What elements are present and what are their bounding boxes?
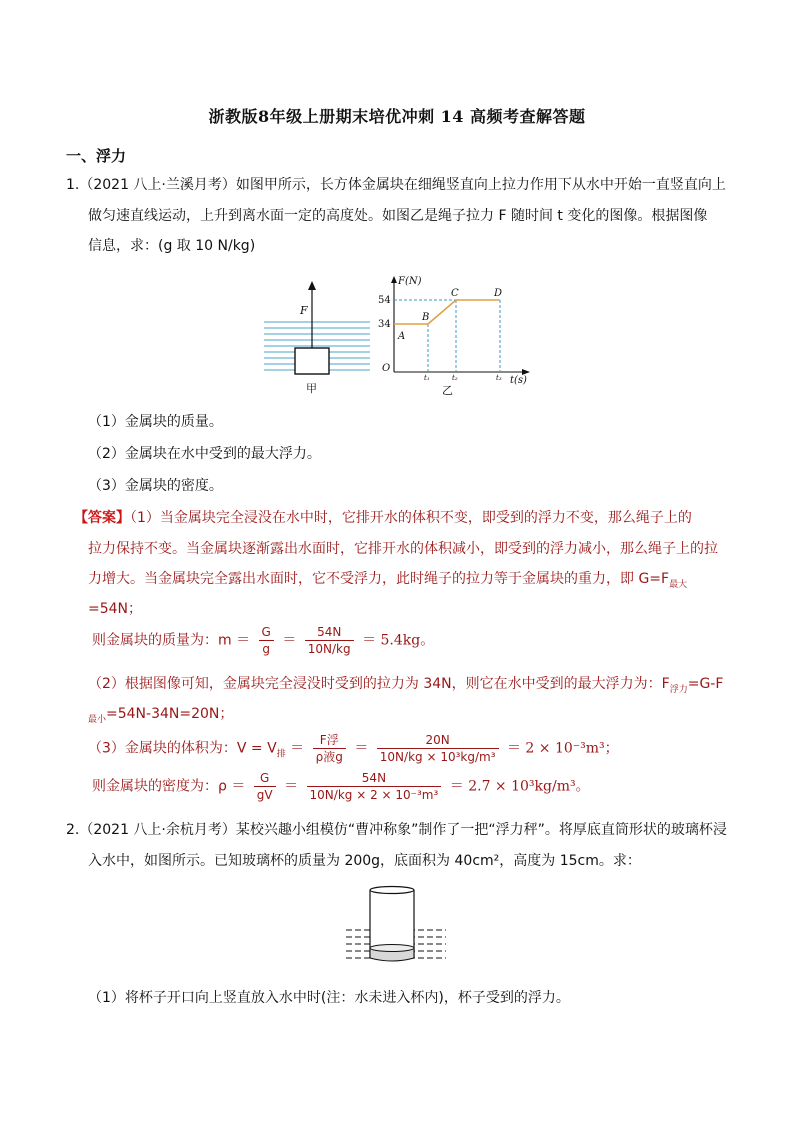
q1-sub-3: （3）金属块的密度。 [88,478,223,494]
density-formula: 则金属块的密度为：ρ ＝ $\frac{G}{gV}$ ＝ $\frac{54N}{\text{10N/kg × 2 × 10⁻³m³}}$ ＝ 2.7 × 10³kg/m³。 [92,771,590,802]
force-label: F [300,304,308,317]
y-axis-arrow-icon [391,276,397,283]
mass-frac2-den: 10N/kg [307,642,351,656]
answer-tag: 【答案】 [74,510,130,526]
answer-line-1 [74,508,692,528]
den-frac1-den: gV [256,788,273,802]
vol-frac2-num: 20N [377,732,499,749]
answer-sub-buoyancy: 浮力 [669,684,688,695]
q2-line-1: 2.（2021 八上·余杭月考）某校兴趣小组模仿“曹冲称象”制作了一把“浮力秤”。将厚底直筒形状的玻璃杯浸 [66,822,727,838]
den-result: ＝ 2.7 × 10³kg/m³。 [449,778,590,795]
answer-text-1: （1）当金属块完全浸没在水中时，它排开水的体积不变，即受到的浮力不变，那么绳子上的 [130,510,692,526]
vol-frac1-num: F浮 [313,732,346,749]
answer-line-4: =54N； [88,601,143,617]
den-prefix: 则金属块的密度为：ρ ＝ [92,778,246,795]
q1-sub-2: （2）金属块在水中受到的最大浮力。 [88,446,321,462]
mass-frac1-den: g [262,642,271,656]
answer-text-3: 力增大。当金属块完全露出水面时，它不受浮力，此时绳子的拉力等于金属块的重力，即 G=F [88,571,670,587]
y-tick-34: 34 [378,319,391,330]
figure-jia [262,278,372,398]
volume-formula: （3）金属块的体积为：$V = V_排$ ＝ $\frac{\text{F浮}}{\text{ρ液g}}$ ＝ $\frac{20N}{\text{10N/kg × 10³kg/m³}}$ ＝ 2 × 10⁻³m³； [88,733,619,764]
vol-result: ＝ 2 × 10⁻³m³； [506,740,619,757]
y-axis-label: F(N) [398,276,422,287]
q2-sub-1: （1）将杯子开口向上竖直放入水中时(注：水未进入杯内)，杯子受到的浮力。 [88,990,570,1006]
force-curve [394,300,500,324]
mass-prefix: 则金属块的质量为：m ＝ [92,632,251,649]
figure-yi [370,272,540,402]
answer-line-2: 拉力保持不变。当金属块逐渐露出水面时，它排开水的体积减小，即受到的浮力减小，那么绳子上的拉 [88,541,718,557]
glass-rim [370,887,414,894]
caption-jia: 甲 [306,382,317,395]
answer-line-5 [88,674,723,700]
section-heading: 一、浮力 [66,147,127,165]
mass-frac1-num: G [259,624,274,641]
origin-label: O [382,363,391,374]
answer-sub-max: 最大 [669,579,688,590]
x-axis-label: t(s) [510,375,527,386]
mass-frac2-num: 54N [305,624,354,641]
point-d: D [494,288,503,299]
den-frac2-den: 10N/kg × 2 × 10⁻³m³ [309,788,439,802]
answer-sub-min: 最小 [88,714,107,725]
q2-line-2: 入水中，如图所示。已知玻璃杯的质量为 200g，底面积为 40cm²，高度为 15cm。求： [88,853,641,869]
mass-eq: ＝ [282,632,297,649]
answer-line-3 [88,569,687,595]
page-title: 浙教版8年级上册期末培优冲刺 14 高频考查解答题 [208,107,586,126]
answer-text-5b: =G-F [687,676,724,692]
caption-yi: 乙 [442,384,453,397]
mass-formula [92,624,434,657]
x-tick-t2: t₂ [452,374,458,382]
answer-text-6: =54N-34N=20N； [106,706,234,722]
q1-line-3: 信息，求：(g 取 10 N/kg) [88,238,256,254]
x-tick-t1: t₁ [424,374,430,382]
den-frac1-num: G [254,770,276,787]
point-c: C [451,288,459,299]
x-tick-t3: t₃ [496,374,502,382]
figure-glass [344,884,448,974]
vol-sub: 排 [276,749,286,760]
vol-prefix: （3）金属块的体积为：V = V [88,740,277,757]
mass-result: ＝ 5.4kg。 [362,632,435,649]
den-frac2-num: 54N [307,770,442,787]
y-tick-54: 54 [378,295,391,306]
metal-block [295,348,329,374]
q1-sub-1: （1）金属块的质量。 [88,414,223,430]
vol-frac2-den: 10N/kg × 10³kg/m³ [379,750,496,764]
point-a: A [398,331,406,342]
answer-line-6 [88,704,233,730]
arrow-up-icon [308,281,316,290]
q1-line-1: 1.（2021 八上·兰溪月考）如图甲所示，长方体金属块在细绳竖直向上拉力作用下从水中开始一直竖直向上 [66,177,726,193]
vol-frac1-den: ρ液g [315,750,343,764]
vol-eq: ＝ [290,740,305,757]
point-b: B [422,312,430,323]
q1-line-2: 做匀速直线运动，上升到离水面一定的高度处。如图乙是绳子拉力 F 随时间 t 变化的图像。根据图像 [88,208,708,224]
guide-lines [394,300,500,372]
answer-text-5: （2）根据图像可知，金属块完全浸没时受到的拉力为 34N，则它在水中受到的最大浮力为：F [88,676,670,692]
